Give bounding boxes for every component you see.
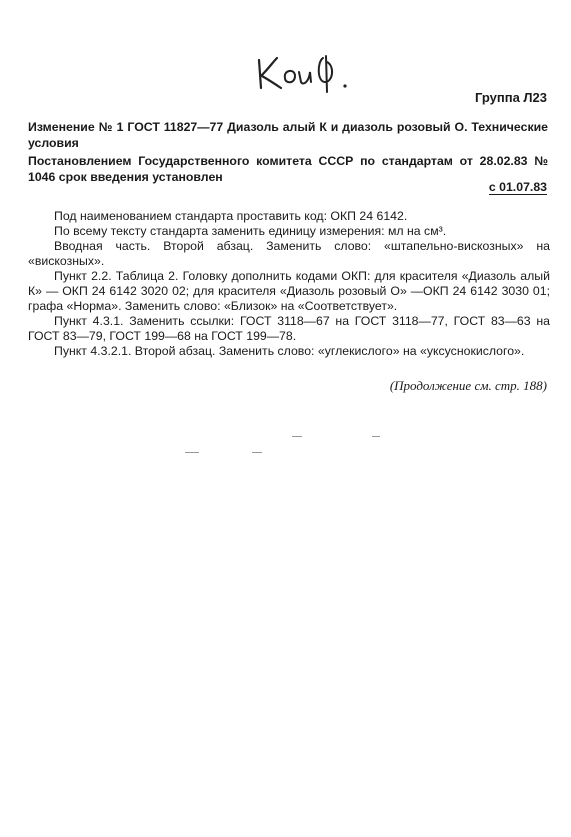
continuation-note: (Продолжение см. стр. 188) [389,378,547,393]
group-label: Группа Л23 [474,90,547,105]
scan-speck [372,436,380,437]
paragraph-code: Под наименованием стандарта проставить код: ОКП 24 6142. [54,209,408,223]
handwritten-note [255,48,375,99]
change-title: Изменение № 1 ГОСТ 11827—77 Диазоль алый К и диазоль розовый О. Технические условия [28,120,548,150]
paragraph-units: По всему тексту стандарта заменить единицу измерения: мл на см³. [54,224,447,238]
paragraph-item-4-3-2-1: Пункт 4.3.2.1. Второй абзац. Заменить слово: «углекислого» на «уксуснокислого». [54,344,525,358]
paragraph-item-4-3-1: Пункт 4.3.1. Заменить ссылки: ГОСТ 3118—67 на ГОСТ 3118—77, ГОСТ 83—63 на ГОСТ 83—79, ГОСТ 199—68 на ГОСТ 199—78. [28,314,550,343]
handwritten-signature-mark [255,48,375,94]
change-body [28,209,550,359]
resolution-text: Постановлением Государственного комитета СССР по стандартам от 28.02.83 № 1046 срок введения установлен [28,154,548,184]
paragraph-intro: Вводная часть. Второй абзац. Заменить слово: «штапельно-вискозных» на «вискозных». [28,239,550,268]
scan-speck [252,452,262,453]
scan-speck [185,452,199,453]
effective-date: с 01.07.83 [488,180,547,194]
scan-speck [292,436,302,437]
paragraph-item-2-2: Пункт 2.2. Таблица 2. Головку дополнить кодами ОКП: для красителя «Диазоль алый К» — ОКП 24 6142 3020 02; для красителя «Диазоль розовый О» —ОКП 24 6142 3030 01; графа «Норма». Заменить слово: «Близок» на «Соответствует». [28,269,550,313]
